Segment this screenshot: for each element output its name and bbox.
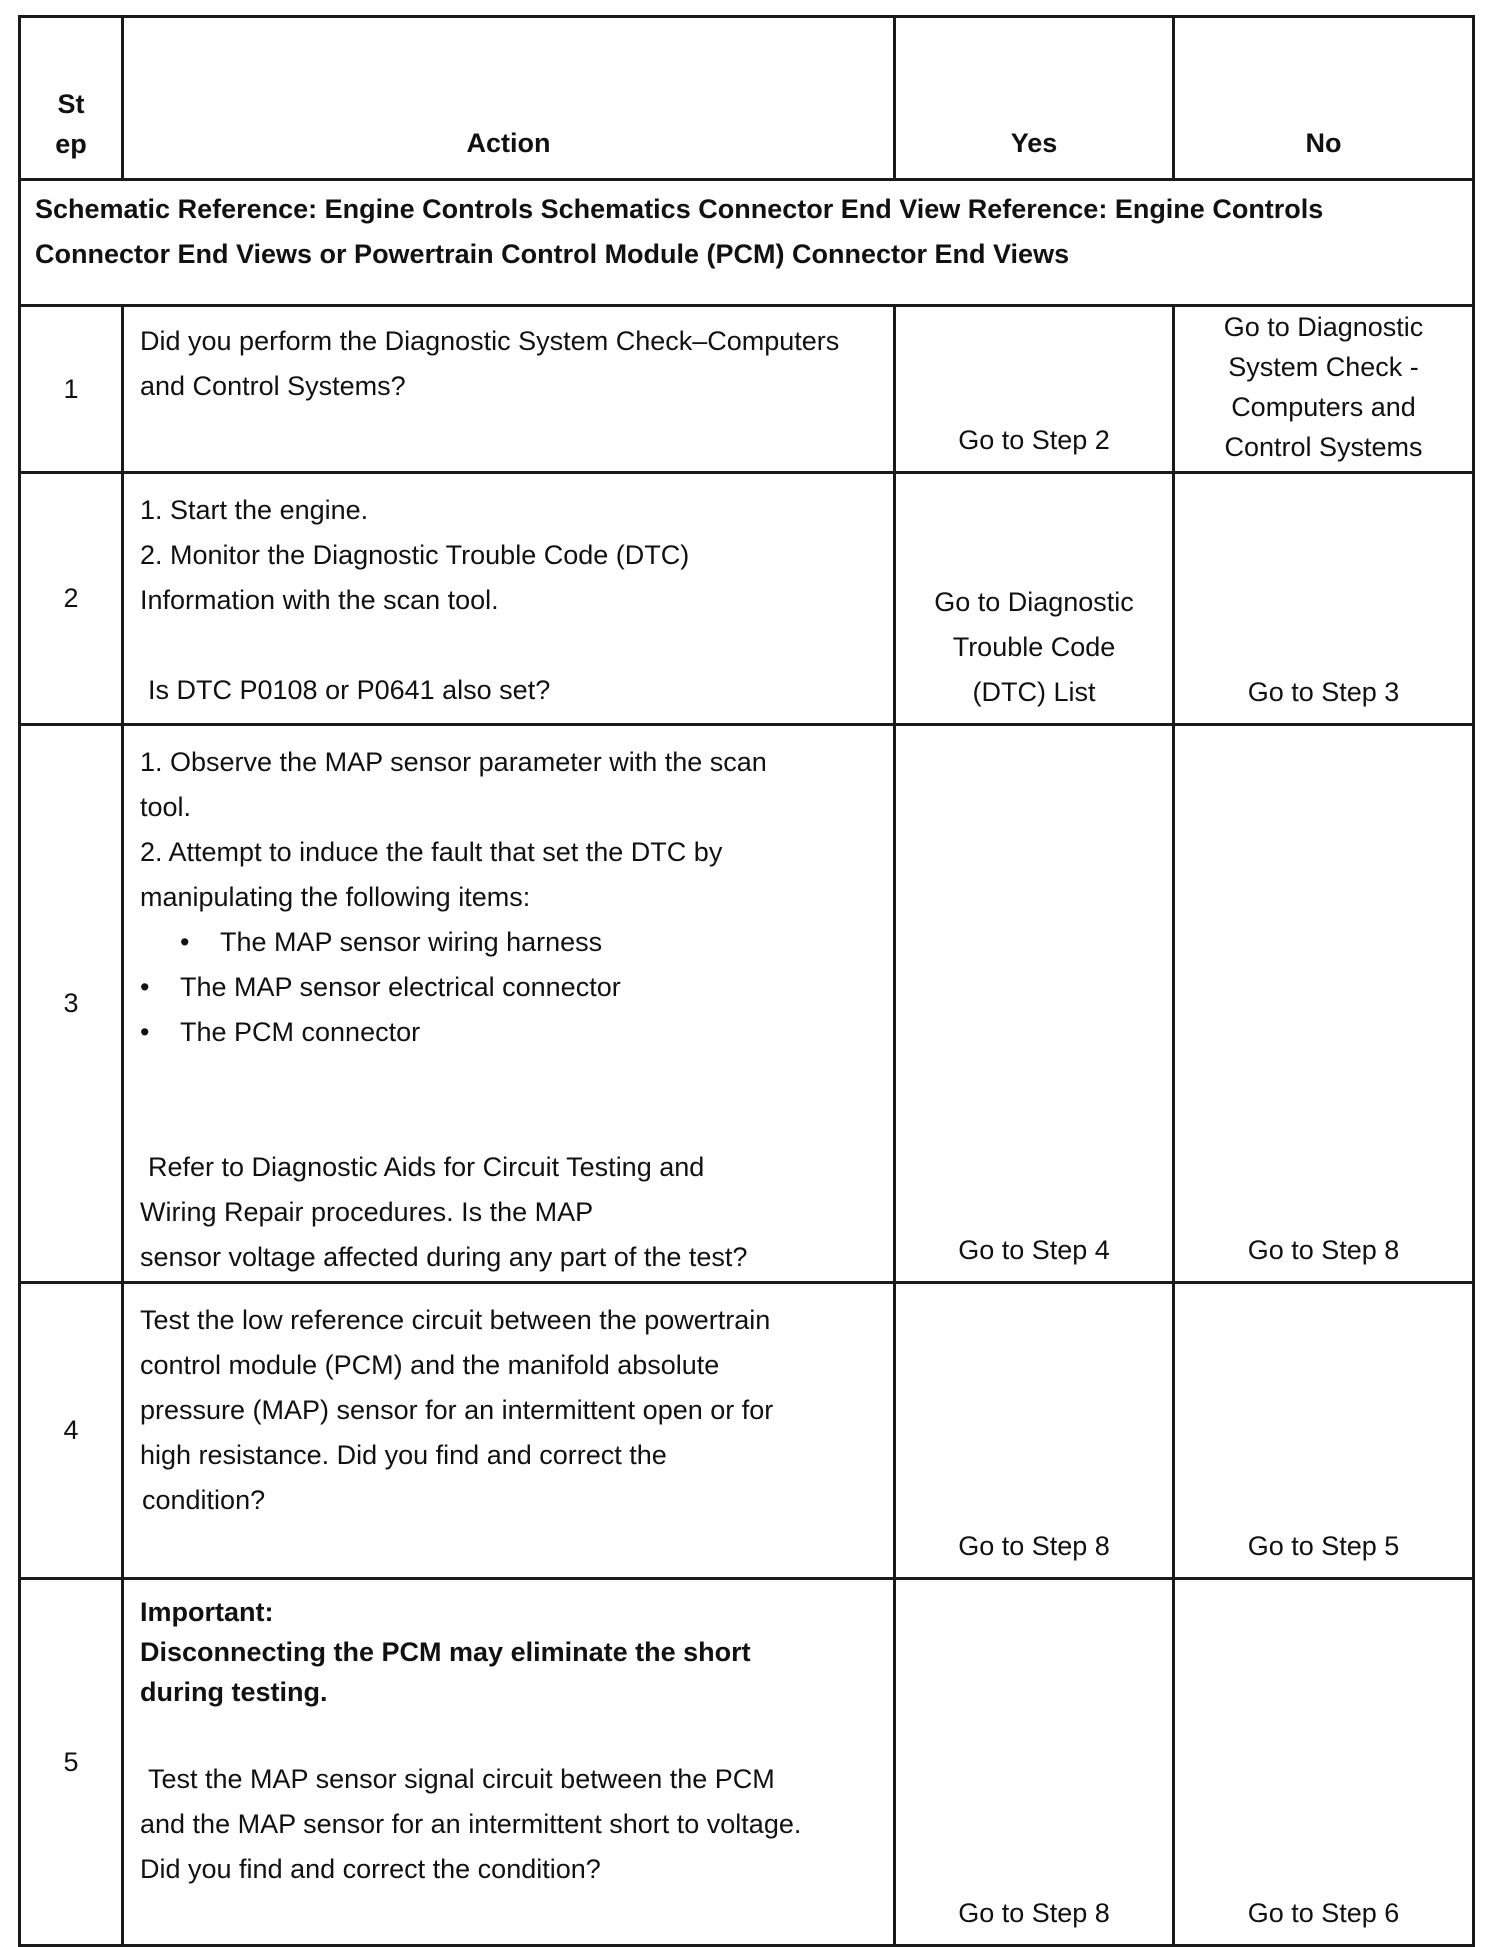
- action-line: condition?: [142, 1485, 266, 1515]
- action-line: pressure (MAP) sensor for an intermittent open or for: [140, 1395, 774, 1425]
- yes-line: Trouble Code: [952, 632, 1116, 662]
- step-number: 4: [20, 1283, 123, 1579]
- action-line: and the MAP sensor for an intermittent short to voltage.: [140, 1809, 802, 1839]
- header-action: Action: [123, 17, 895, 180]
- action-line: and Control Systems?: [140, 371, 406, 401]
- yes-cell: [895, 473, 1174, 725]
- action-line: Test the MAP sensor signal circuit between the PCM: [148, 1764, 775, 1794]
- action-line: 2. Monitor the Diagnostic Trouble Code (DTC): [140, 540, 690, 570]
- step-number: 3: [20, 725, 123, 1283]
- no-cell: Go to Step 5: [1174, 1283, 1474, 1579]
- yes-cell: Go to Step 8: [895, 1579, 1174, 1946]
- action-line: Is DTC P0108 or P0641 also set?: [148, 675, 551, 705]
- action-line: control module (PCM) and the manifold absolute: [140, 1350, 720, 1380]
- diagnostic-table: [18, 15, 1475, 1947]
- no-cell: Go to Step 3: [1174, 473, 1474, 725]
- header-step-line1: St: [57, 89, 85, 119]
- table-row: [20, 473, 1474, 725]
- step-action: [123, 1579, 895, 1946]
- yes-cell: Go to Step 2: [895, 306, 1174, 473]
- action-line: 1. Start the engine.: [140, 495, 369, 525]
- table-row: [20, 306, 1474, 473]
- action-line: tool.: [140, 792, 192, 822]
- yes-cell: Go to Step 8: [895, 1283, 1174, 1579]
- bullet-item: • The MAP sensor wiring harness: [140, 920, 879, 965]
- header-no: No: [1174, 17, 1474, 180]
- step-number: 1: [20, 306, 123, 473]
- header-step: [20, 17, 123, 180]
- bullet-item: • The PCM connector: [140, 1010, 879, 1055]
- action-line: sensor voltage affected during any part of the test?: [140, 1242, 748, 1272]
- action-line: Test the low reference circuit between the powertrain: [140, 1305, 771, 1335]
- action-line: 2. Attempt to induce the fault that set the DTC by: [140, 837, 723, 867]
- step-action: [123, 725, 895, 1283]
- table-row: [20, 725, 1474, 1283]
- important-label: Important:: [140, 1597, 274, 1627]
- important-text: during testing.: [140, 1677, 328, 1707]
- step-action: [123, 1283, 895, 1579]
- table-row: [20, 1579, 1474, 1946]
- yes-line: (DTC) List: [972, 677, 1096, 707]
- action-line: manipulating the following items:: [140, 882, 531, 912]
- action-line: Information with the scan tool.: [140, 585, 499, 615]
- important-text: Disconnecting the PCM may eliminate the short: [140, 1637, 751, 1667]
- table-header-row: [20, 17, 1474, 180]
- no-cell: Go to Step 8: [1174, 725, 1474, 1283]
- schematic-reference-line2: Connector End Views or Powertrain Control Module (PCM) Connector End Views: [35, 239, 1070, 269]
- action-line: Did you perform the Diagnostic System Check–Computers: [140, 326, 840, 356]
- table-row: [20, 1283, 1474, 1579]
- step-action: [123, 473, 895, 725]
- action-line: Wiring Repair procedures. Is the MAP: [140, 1197, 594, 1227]
- schematic-reference: [20, 180, 1474, 306]
- action-line: Refer to Diagnostic Aids for Circuit Testing and: [148, 1152, 705, 1182]
- action-line: Did you find and correct the condition?: [140, 1854, 601, 1884]
- step-number: 5: [20, 1579, 123, 1946]
- header-step-line2: ep: [55, 129, 87, 159]
- step-number: 2: [20, 473, 123, 725]
- action-line: high resistance. Did you find and correct the: [140, 1440, 667, 1470]
- no-line: Control Systems: [1224, 432, 1423, 462]
- schematic-reference-row: [20, 180, 1474, 306]
- no-line: Computers and: [1231, 392, 1416, 422]
- yes-line: Go to Diagnostic: [934, 587, 1134, 617]
- no-line: Go to Diagnostic: [1223, 312, 1424, 342]
- yes-cell: Go to Step 4: [895, 725, 1174, 1283]
- no-cell: [1174, 306, 1474, 473]
- no-line: System Check -: [1228, 352, 1419, 382]
- header-yes: Yes: [895, 17, 1174, 180]
- step-action: [123, 306, 895, 473]
- bullet-item: • The MAP sensor electrical connector: [140, 965, 879, 1010]
- action-line: 1. Observe the MAP sensor parameter with the scan: [140, 747, 767, 777]
- schematic-reference-line1: Schematic Reference: Engine Controls Schematics Connector End View Reference: Engine Controls: [35, 194, 1324, 224]
- no-cell: Go to Step 6: [1174, 1579, 1474, 1946]
